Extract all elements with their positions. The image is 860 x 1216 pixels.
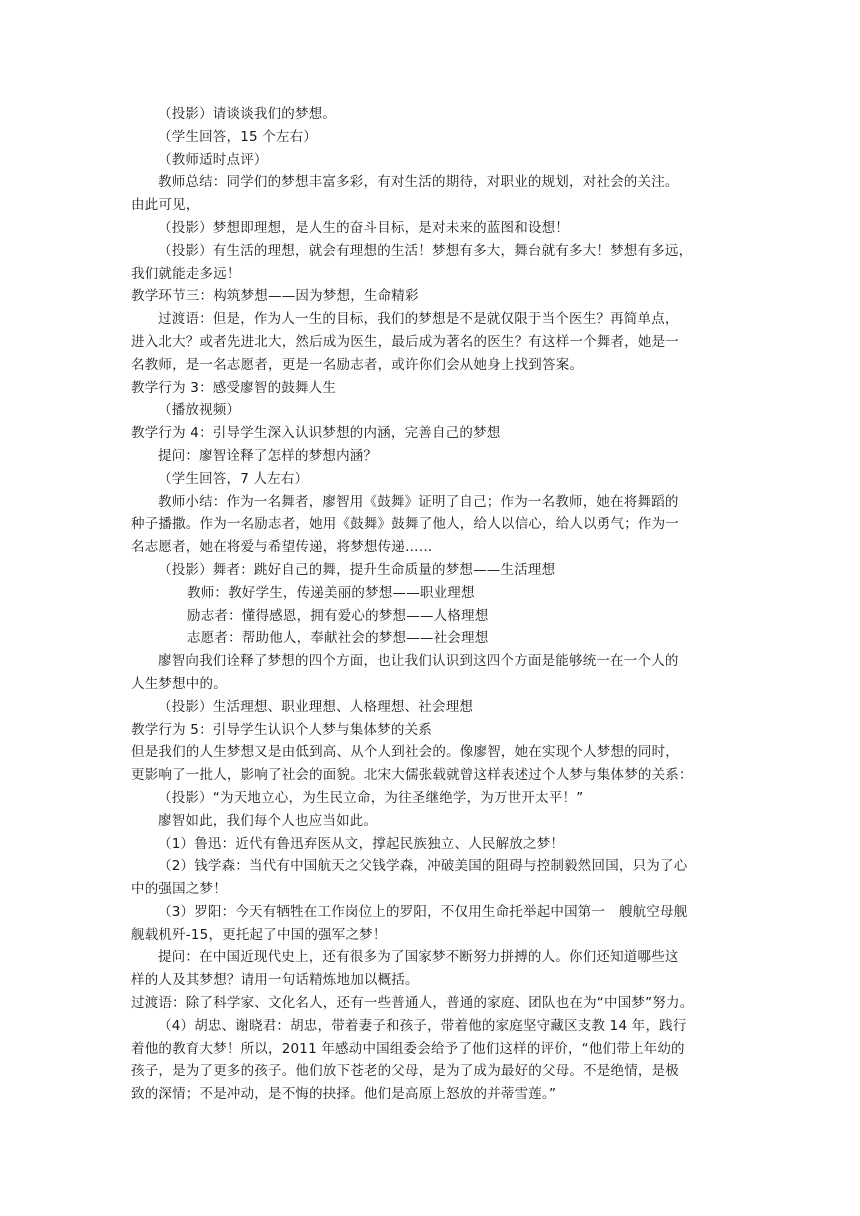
text-line: 励志者：懂得感恩，拥有爱心的梦想——人格理想	[187, 607, 489, 624]
document-body	[131, 103, 731, 1106]
text-line: 人生梦想中的。	[131, 675, 227, 692]
text-line: 过渡语：除了科学家、文化名人，还有一些普通人，普通的家庭、团队也在为“中国梦”努力。	[131, 995, 694, 1012]
text-line: （投影）“为天地立心，为生民立命，为往圣继绝学，为万世开太平！”	[158, 789, 584, 806]
text-line: （投影）请谈谈我们的梦想。	[158, 106, 337, 122]
text-line: （教师适时点评）	[158, 151, 268, 168]
text-line: 进入北大？或者先进北大，然后成为医生，最后成为著名的医生？有这样一个舞者，她是一	[131, 333, 679, 350]
text-line: 教学行为 3：感受廖智的鼓舞人生	[131, 379, 337, 396]
text-line: （3）罗阳：今天有牺牲在工作岗位上的罗阳，不仅用生命托举起中国第一 艘航空母舰	[158, 903, 688, 920]
text-line: 过渡语：但是，作为人一生的目标，我们的梦想是不是就仅限于当个医生？再简单点，	[158, 311, 679, 328]
text-line: （4）胡忠、谢晓君：胡忠，带着妻子和孩子，带着他的家庭坚守藏区支教 14 年，践行	[158, 1017, 687, 1034]
text-line: 舰载机歼-15，更托起了中国的强军之梦！	[131, 926, 387, 943]
text-line: 提问：在中国近现代史上，还有很多为了国家梦不断努力拼搏的人。你们还知道哪些这	[158, 949, 679, 966]
text-line: 中的强国之梦！	[131, 881, 227, 898]
text-line: 廖智向我们诠释了梦想的四个方面，也让我们认识到这四个方面是能够统一在一个人的	[158, 653, 679, 670]
text-line: 名教师，是一名志愿者，更是一名励志者，或许你们会从她身上找到答案。	[131, 356, 584, 373]
text-line: 致的深情；不是冲动，是不悔的抉择。他们是高原上怒放的并蒂雪莲。”	[131, 1086, 557, 1103]
text-line: 教师：教好学生，传递美丽的梦想——职业理想	[187, 584, 475, 601]
text-line: 教师小结：作为一名舞者，廖智用《鼓舞》证明了自己；作为一名教师，她在将舞蹈的	[158, 493, 679, 510]
text-line: 由此可见，	[131, 197, 200, 214]
text-line: 教学行为 4：引导学生深入认识梦想的内涵，完善自己的梦想	[131, 425, 501, 442]
text-line: （学生回答，15 个左右）	[158, 128, 318, 145]
text-line: （投影）有生活的理想，就会有理想的生活！梦想有多大，舞台就有多大！梦想有多远，	[158, 242, 693, 259]
text-line: 更影响了一批人，影响了社会的面貌。北宋大儒张载就曾这样表述过个人梦与集体梦的关系：	[131, 767, 693, 784]
text-line: 志愿者：帮助他人，奉献社会的梦想——社会理想	[187, 630, 489, 647]
text-line: 名志愿者，她在将爱与希望传递，将梦想传递……	[131, 539, 433, 556]
text-line: （1）鲁迅：近代有鲁迅弃医从文，撑起民族独立、人民解放之梦！	[158, 835, 565, 852]
text-line: 廖智如此，我们每个人也应当如此。	[158, 812, 378, 829]
text-line: （投影）生活理想、职业理想、人格理想、社会理想	[158, 698, 474, 715]
text-line: 教师总结：同学们的梦想丰富多彩，有对生活的期待，对职业的规划，对社会的关注。	[158, 174, 679, 191]
text-line: 提问：廖智诠释了怎样的梦想内涵？	[158, 447, 378, 464]
text-line: 孩子，是为了更多的孩子。他们放下苍老的父母，是为了成为最好的父母。不是绝情，是极	[131, 1063, 679, 1080]
text-line: 但是我们的人生梦想又是由低到高、从个人到社会的。像廖智，她在实现个人梦想的同时，	[131, 744, 679, 761]
text-line: （投影）舞者：跳好自己的舞，提升生命质量的梦想——生活理想	[158, 561, 556, 578]
text-line: （2）钱学森：当代有中国航天之父钱学森，冲破美国的阻碍与控制毅然回国，只为了心	[158, 858, 688, 875]
text-line: 着他的教育大梦！所以，2011 年感动中国组委会给予了他们这样的评价，“他们带上年幼的	[131, 1040, 685, 1057]
text-line: 样的人及其梦想？请用一句话精炼地加以概括。	[131, 972, 419, 989]
text-line: （投影）梦想即理想，是人生的奋斗目标，是对未来的蓝图和设想！	[158, 219, 569, 236]
text-line: （学生回答，7 人左右）	[158, 470, 309, 487]
text-line: 我们就能走多远！	[131, 265, 241, 282]
text-line: 教学行为 5：引导学生认识个人梦与集体梦的关系	[131, 721, 432, 738]
text-line: 种子播撒。作为一名励志者，她用《鼓舞》鼓舞了他人，给人以信心，给人以勇气；作为一	[131, 516, 679, 533]
text-line: （播放视频）	[158, 402, 241, 419]
text-line: 教学环节三：构筑梦想——因为梦想，生命精彩	[131, 288, 419, 305]
